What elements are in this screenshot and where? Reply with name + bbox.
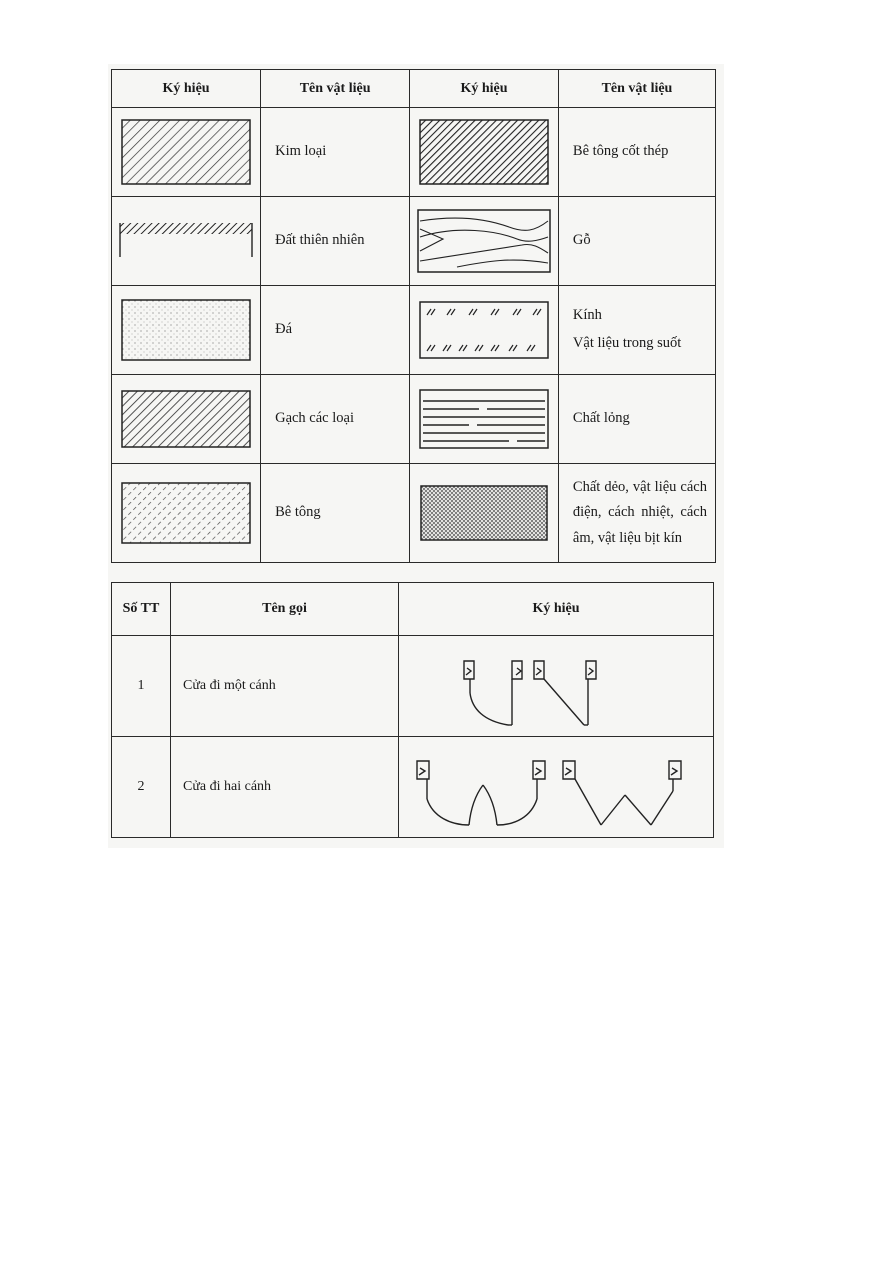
column-header-symbol: Ký hiệu: [410, 70, 559, 108]
material-name: Đá: [261, 286, 410, 375]
single-leaf-door-icon: [456, 641, 656, 731]
liquid-symbol-cell: [410, 375, 559, 464]
table-header-row: [112, 583, 714, 636]
material-name: [558, 286, 715, 375]
column-header-name: Tên gọi: [171, 583, 399, 636]
material-name: Chất lỏng: [558, 375, 715, 464]
glass-symbol-cell: [410, 286, 559, 375]
natural-earth-symbol-cell: [112, 197, 261, 286]
reinforced-concrete-hatch-icon: [419, 119, 549, 185]
material-name: Đất thiên nhiên: [261, 197, 410, 286]
door-symbol-cell: [399, 636, 714, 737]
material-name: Bê tông: [261, 464, 410, 563]
material-name-line: Vật liệu trong suốt: [572, 335, 682, 351]
table-row: [112, 375, 716, 464]
plastic-symbol-cell: [410, 464, 559, 563]
table-row: [112, 636, 714, 737]
plastic-crosshatch-icon: [420, 485, 548, 541]
table-row: [112, 464, 716, 563]
doors-symbol-table: [111, 582, 714, 838]
metal-hatch-icon: [121, 119, 251, 185]
liquid-lines-icon: [419, 389, 549, 449]
table-row: [112, 197, 716, 286]
stone-dots-icon: [121, 299, 251, 361]
row-number: 2: [112, 737, 171, 838]
column-header-material-name: Tên vật liệu: [558, 70, 715, 108]
material-name: Bê tông cốt thép: [558, 108, 715, 197]
concrete-hatch-icon: [121, 482, 251, 544]
material-name: Kim loại: [261, 108, 410, 197]
materials-symbol-table: [111, 69, 716, 563]
table-row: [112, 286, 716, 375]
column-header-material-name: Tên vật liệu: [261, 70, 410, 108]
concrete-symbol-cell: [112, 464, 261, 563]
double-leaf-door-icon: [411, 741, 701, 833]
stone-symbol-cell: [112, 286, 261, 375]
wood-symbol-cell: [410, 197, 559, 286]
brick-symbol-cell: [112, 375, 261, 464]
table-header-row: [112, 70, 716, 108]
metal-symbol-cell: [112, 108, 261, 197]
material-name: Gạch các loại: [261, 375, 410, 464]
door-symbol-cell: [399, 737, 714, 838]
table-row: [112, 737, 714, 838]
door-name: Cửa đi hai cánh: [171, 737, 399, 838]
glass-marks-icon: [419, 301, 549, 359]
column-header-symbol: Ký hiệu: [399, 583, 714, 636]
door-name: Cửa đi một cánh: [171, 636, 399, 737]
brick-hatch-icon: [121, 390, 251, 448]
material-name: Gỗ: [558, 197, 715, 286]
material-name-line: Kính: [572, 307, 602, 324]
column-header-symbol: Ký hiệu: [112, 70, 261, 108]
table-row: [112, 108, 716, 197]
column-header-number: Số TT: [112, 583, 171, 636]
row-number: 1: [112, 636, 171, 737]
natural-earth-hatch-icon: [118, 221, 254, 261]
wood-grain-icon: [417, 209, 551, 273]
reinforced-concrete-symbol-cell: [410, 108, 559, 197]
material-name: Chất dẻo, vật liệu cách điện, cách nhiệt, cách âm, vật liệu bịt kín: [558, 464, 715, 563]
